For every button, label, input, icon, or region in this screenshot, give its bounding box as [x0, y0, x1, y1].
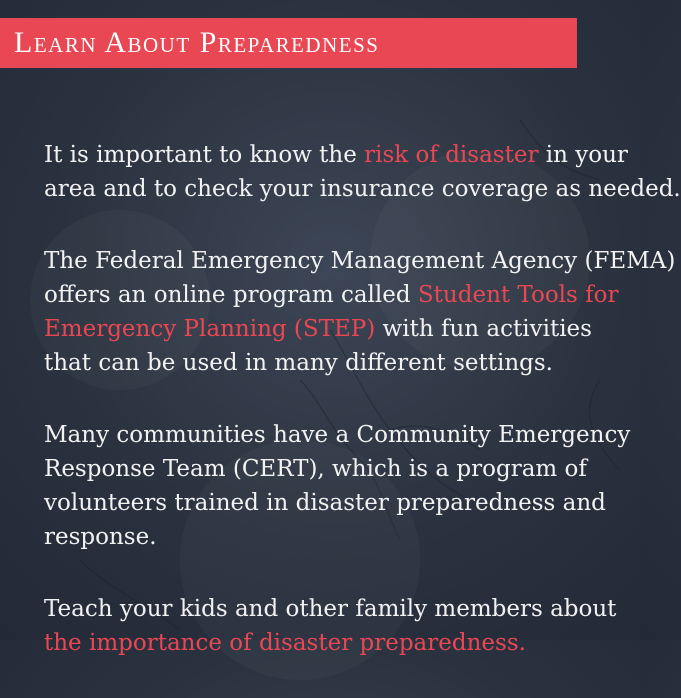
- highlight-importance-of-preparedness: the importance of disaster preparedness.: [44, 630, 526, 656]
- text-segment: in your: [538, 142, 628, 168]
- paragraph-risk: [44, 138, 681, 206]
- highlight-step-program: Emergency Planning (STEP): [44, 316, 376, 342]
- text-line: Teach your kids and other family members about: [44, 596, 617, 622]
- text-line: volunteers trained in disaster preparedness and: [44, 490, 606, 516]
- highlight-step-program: Student Tools for: [417, 282, 619, 308]
- text-line: area and to check your insurance coverage as needed.: [44, 176, 681, 202]
- text-line: Many communities have a Community Emergency: [44, 422, 631, 448]
- content-area: [44, 138, 681, 698]
- banner-title: Learn About Preparedness: [14, 26, 380, 59]
- text-line: [44, 138, 628, 172]
- paragraph-cert: [44, 418, 631, 554]
- text-line: that can be used in many different settings.: [44, 350, 553, 376]
- title-banner: [0, 18, 577, 68]
- text-line: Response Team (CERT), which is a program of: [44, 456, 587, 482]
- text-segment: offers an online program called: [44, 282, 418, 308]
- text-line: [44, 312, 614, 346]
- text-line: [44, 278, 619, 312]
- text-line: The Federal Emergency Management Agency (FEMA): [44, 248, 676, 274]
- text-line: response.: [44, 524, 157, 550]
- paragraph-teach: [44, 592, 617, 660]
- text-segment: It is important to know the: [44, 142, 365, 168]
- text-segment: with fun activities: [375, 316, 592, 342]
- highlight-risk-of-disaster: risk of disaster: [364, 142, 539, 168]
- paragraph-fema: [44, 244, 676, 380]
